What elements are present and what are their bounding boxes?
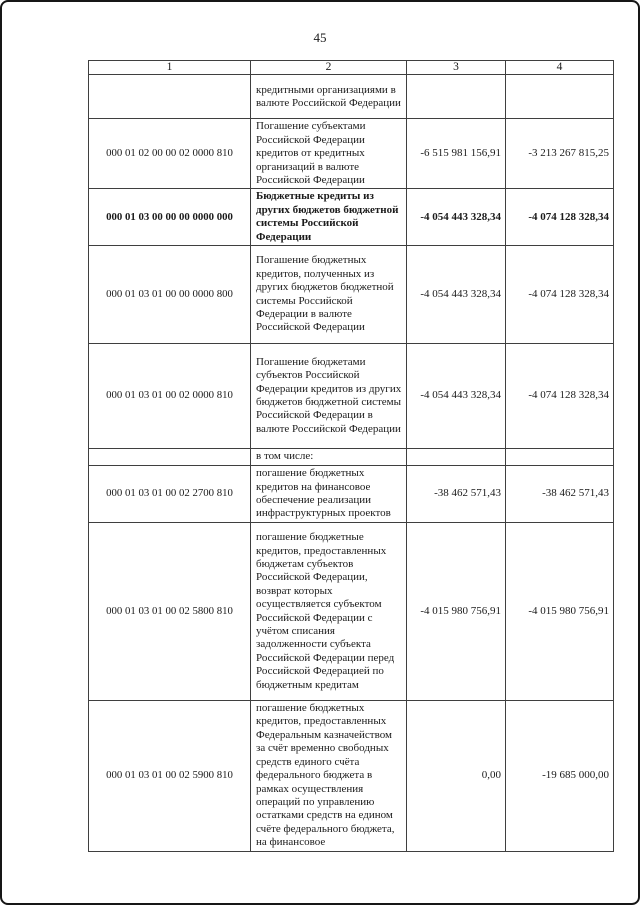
value-col3-cell: -4 054 443 328,34 (407, 344, 506, 449)
table-row (89, 523, 614, 701)
table-row (89, 189, 614, 246)
column-header-amount-4: 4 (506, 61, 614, 75)
budget-code-cell: 000 01 03 01 00 02 5900 810 (89, 701, 251, 851)
description-cell: погашение бюджетные кредитов, предоставленных бюджетам субъектов Российской Федерации, возврат которых осуществляется субъектом Российской Федерации с учётом списания задолженности субъекта Российской Федерации перед Российской Федерацией по бюджетным кредитам (251, 523, 407, 701)
value-col4-cell: -38 462 571,43 (506, 466, 614, 523)
budget-code-cell: 000 01 02 00 00 02 0000 810 (89, 119, 251, 189)
budget-code-cell (89, 449, 251, 466)
table-header-row (89, 61, 614, 75)
value-col3-cell: -4 015 980 756,91 (407, 523, 506, 701)
value-col4-cell: -4 015 980 756,91 (506, 523, 614, 701)
value-col4-cell: -4 074 128 328,34 (506, 344, 614, 449)
table-row (89, 344, 614, 449)
budget-code-cell: 000 01 03 01 00 02 5800 810 (89, 523, 251, 701)
budget-code-cell: 000 01 03 01 00 00 0000 800 (89, 246, 251, 344)
value-col3-cell (407, 449, 506, 466)
value-col3-cell: -4 054 443 328,34 (407, 189, 506, 246)
table-row (89, 75, 614, 119)
column-header-amount-3: 3 (407, 61, 506, 75)
page-number: 45 (313, 30, 327, 45)
budget-code-cell (89, 75, 251, 119)
table-row (89, 119, 614, 189)
column-header-description: 2 (251, 61, 407, 75)
budget-code-cell: 000 01 03 00 00 00 0000 000 (89, 189, 251, 246)
description-cell: кредитными организациями в валюте Российской Федерации (251, 75, 407, 119)
description-cell: погашение бюджетных кредитов, предоставленных Федеральным казначейством за счёт временно свободных средств единого счёта федерального бюджета в рамках осуществления операций по управлению остатками средств на едином счёте федерального бюджета, на финансовое (251, 701, 407, 851)
value-col4-cell (506, 75, 614, 119)
description-cell: погашение бюджетных кредитов на финансовое обеспечение реализации инфраструктурных проектов (251, 466, 407, 523)
description-cell: Погашение субъектами Российской Федерации кредитов от кредитных организаций в валюте Российской Федерации (251, 119, 407, 189)
description-cell: в том числе: (251, 449, 407, 466)
budget-table (88, 60, 614, 852)
value-col4-cell: -3 213 267 815,25 (506, 119, 614, 189)
value-col3-cell: -38 462 571,43 (407, 466, 506, 523)
table-body (89, 75, 614, 851)
value-col3-cell: -6 515 981 156,91 (407, 119, 506, 189)
description-cell: Погашение бюджетами субъектов Российской Федерации кредитов из других бюджетов бюджетной системы Российской Федерации в валюте Российской Федерации (251, 344, 407, 449)
value-col4-cell: -19 685 000,00 (506, 701, 614, 851)
description-cell: Бюджетные кредиты из других бюджетов бюджетной системы Российской Федерации (251, 189, 407, 246)
budget-code-cell: 000 01 03 01 00 02 2700 810 (89, 466, 251, 523)
table-row (89, 701, 614, 851)
value-col4-cell: -4 074 128 328,34 (506, 246, 614, 344)
budget-code-cell: 000 01 03 01 00 02 0000 810 (89, 344, 251, 449)
value-col4-cell (506, 449, 614, 466)
value-col3-cell: -4 054 443 328,34 (407, 246, 506, 344)
column-header-code: 1 (89, 61, 251, 75)
description-cell: Погашение бюджетных кредитов, полученных из других бюджетов бюджетной системы Российской Федерации в валюте Российской Федерации (251, 246, 407, 344)
value-col3-cell: 0,00 (407, 701, 506, 851)
table-row (89, 449, 614, 466)
value-col4-cell: -4 074 128 328,34 (506, 189, 614, 246)
table-row (89, 466, 614, 523)
value-col3-cell (407, 75, 506, 119)
table-row (89, 246, 614, 344)
